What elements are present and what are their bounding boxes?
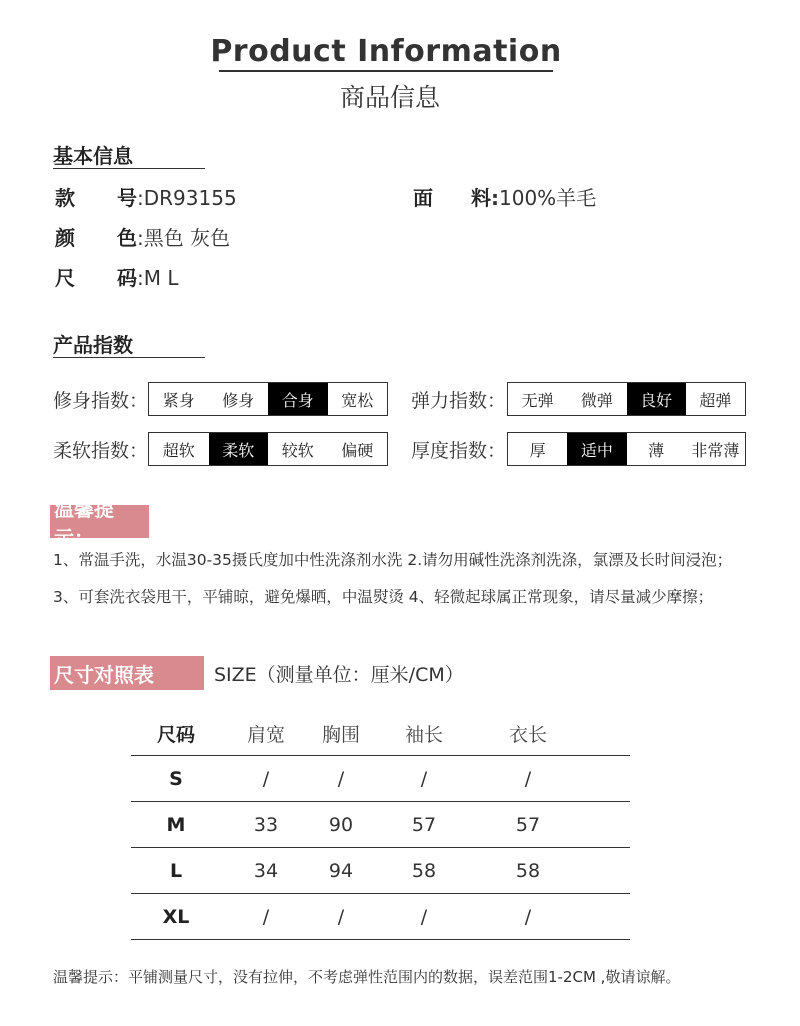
footer-note: 温馨提示：平铺测量尺寸，没有拉伸，不考虑弹性范围内的数据，误差范围1-2CM ,敬请谅解。 [53, 968, 681, 986]
size-label-cell: M [166, 814, 186, 836]
measurement-cell: 90 [328, 814, 354, 836]
measurement-cell: 34 [253, 860, 279, 882]
index-option: 修身 [222, 390, 255, 410]
measurement-cell: 57 [411, 814, 437, 836]
measurement-cell: 94 [328, 860, 354, 882]
index-option: 微弹 [580, 390, 613, 410]
separator: : [491, 186, 499, 210]
tip-line-1: 1、常温手洗，水温30-35摄氏度加中性洗涤剂水洗 2.请勿用碱性洗涤剂洗涤，氯漂及长时间浸泡； [53, 551, 733, 569]
separator: : [137, 186, 144, 210]
table-row [131, 802, 630, 848]
table-header-row [131, 710, 630, 756]
index-option: 宽松 [341, 390, 374, 410]
index-option: 厚 [529, 440, 546, 460]
measurement-cell: 57 [515, 814, 541, 836]
basic-info-underline [53, 168, 205, 169]
title-english: Product Information [210, 34, 562, 69]
size-label-cell: S [169, 768, 183, 790]
label-char: 颜 [55, 226, 75, 250]
column-header: 胸围 [321, 723, 360, 746]
style-number-value: DR93155 [143, 186, 237, 210]
title-underline [219, 70, 553, 72]
index-option-selected: 适中 [567, 433, 626, 465]
measurement-cell: 58 [411, 860, 437, 882]
label-char: 号 [117, 186, 137, 210]
measurement-cell: / [337, 906, 345, 928]
label-char: 尺 [55, 266, 75, 290]
label-char: 面 [413, 186, 433, 210]
measurement-cell: / [262, 768, 270, 790]
index-option-selected: 合身 [268, 383, 328, 415]
label-char: 款 [55, 186, 75, 210]
label-char: 码 [117, 266, 137, 290]
info-row-style-number [55, 182, 237, 211]
size-table [131, 710, 630, 940]
size-value: M L [143, 266, 179, 290]
label-char: 色 [117, 226, 137, 250]
separator: : [137, 266, 144, 290]
softness-index-label: 柔软指数： [53, 440, 149, 462]
index-option: 紧身 [162, 390, 195, 410]
column-header: 袖长 [404, 723, 443, 746]
product-index-heading: 产品指数 [53, 333, 133, 357]
column-header: 肩宽 [246, 723, 285, 746]
separator: : [137, 226, 144, 250]
thickness-index-label: 厚度指数： [411, 440, 507, 462]
tip-line-2: 3、可套洗衣袋甩干，平铺晾，避免爆晒，中温熨烫 4、轻微起球属正常现象，请尽量减少摩擦； [53, 588, 714, 606]
stretch-index-scale [507, 382, 746, 416]
thickness-index-scale [507, 432, 746, 466]
fit-index-label: 修身指数： [53, 390, 149, 412]
table-row [131, 848, 630, 894]
softness-index-scale [148, 432, 388, 466]
measurement-cell: / [262, 906, 270, 928]
info-row-size [55, 262, 179, 291]
measurement-cell: / [337, 768, 345, 790]
column-header: 尺码 [156, 723, 195, 746]
size-label-cell: XL [162, 906, 190, 928]
index-option: 无弹 [521, 390, 554, 410]
product-index-underline [53, 357, 205, 358]
label-char: 料 [471, 186, 491, 210]
measurement-cell: 33 [253, 814, 279, 836]
info-row-color [55, 222, 230, 251]
title-chinese: 商品信息 [339, 83, 440, 112]
index-option: 超软 [162, 440, 195, 460]
column-header: 衣长 [508, 723, 547, 746]
basic-info-heading: 基本信息 [53, 144, 133, 168]
info-row-material [413, 182, 596, 211]
measurement-cell: / [524, 906, 532, 928]
measurement-cell: 58 [515, 860, 541, 882]
stretch-index-label: 弹力指数： [411, 390, 507, 412]
index-option: 薄 [648, 440, 665, 460]
table-row [131, 756, 630, 802]
color-value: 黑色 灰色 [143, 226, 231, 250]
measurement-cell: / [420, 768, 428, 790]
table-row [131, 894, 630, 940]
index-option: 非常薄 [691, 440, 740, 460]
fit-index-scale [148, 382, 388, 416]
size-unit-note: SIZE（测量单位：厘米/CM） [214, 664, 464, 686]
index-option-selected: 良好 [627, 383, 686, 415]
material-value: 100%羊毛 [499, 186, 597, 210]
index-option: 超弹 [699, 390, 732, 410]
measurement-cell: / [420, 906, 428, 928]
index-option-selected: 柔软 [209, 433, 269, 465]
size-label-cell: L [169, 860, 183, 882]
row-divider [131, 939, 630, 940]
index-option: 偏硬 [341, 440, 374, 460]
measurement-cell: / [524, 768, 532, 790]
tips-heading: 温馨提示： [50, 505, 149, 538]
index-option: 较软 [281, 440, 314, 460]
size-chart-heading: 尺寸对照表 [50, 656, 204, 690]
